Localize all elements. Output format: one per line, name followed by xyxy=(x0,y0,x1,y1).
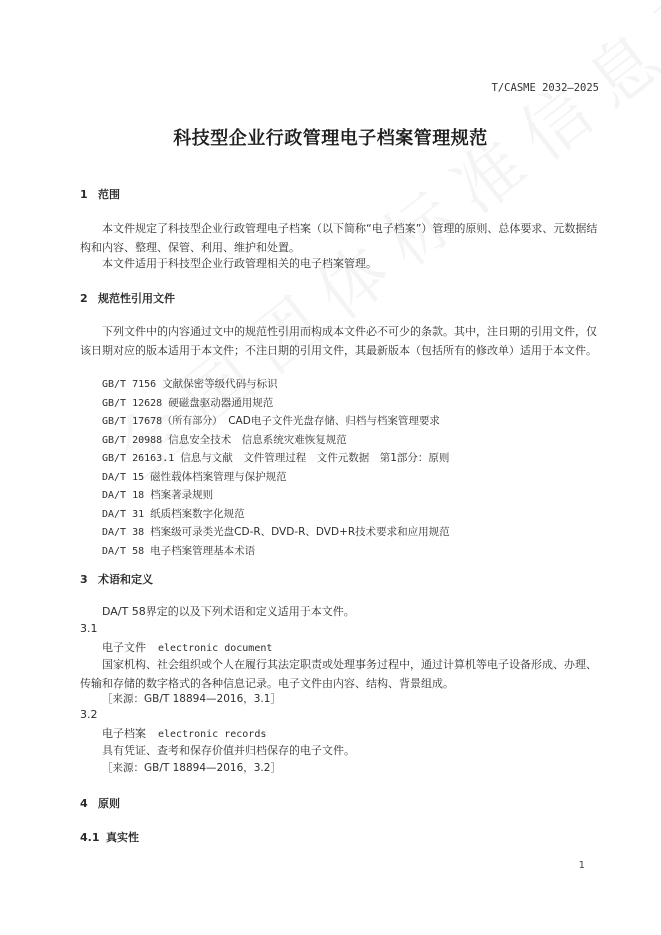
reference-list xyxy=(102,375,602,560)
reference-item xyxy=(102,468,602,487)
reference-item xyxy=(102,431,602,450)
reference-item xyxy=(102,449,602,468)
term-3-1-definition: 国家机构、社会组织或个人在履行其法定职责或处理事务过程中，通过计算机等电子设备形成、办理、传输和存储的数字格式的各种信息记录。电子文件由内容、结构、背景组成。 xyxy=(80,658,597,690)
section-number: 3 xyxy=(80,573,88,586)
reference-name: 磁性载体档案管理与保护规范 xyxy=(150,470,287,483)
reference-item xyxy=(102,523,602,542)
section-title: 规范性引用文件 xyxy=(98,292,175,305)
term-3-2-source: ［来源：GB/T 18894—2016，3.2］ xyxy=(102,762,281,774)
reference-item xyxy=(102,412,602,431)
term-en: electronic records xyxy=(158,729,267,740)
section-number: 2 xyxy=(80,292,88,305)
reference-code: DA/T 58 xyxy=(102,545,145,557)
scope-paragraph-1: 本文件规定了科技型企业行政管理电子档案（以下简称“电子档案”）管理的原则、总体要求、元数据结构和内容、整理、保管、利用、维护和处置。 xyxy=(80,222,598,254)
reference-name: 电子档案管理基本术语 xyxy=(150,544,256,557)
reference-code: DA/T 31 xyxy=(102,508,145,520)
term-3-1-number: 3.1 xyxy=(80,622,98,635)
reference-name: 纸质档案数字化规范 xyxy=(150,507,245,520)
reference-code: DA/T 18 xyxy=(102,490,145,501)
document-title: 科技型企业行政管理电子档案管理规范 xyxy=(173,128,488,149)
reference-item xyxy=(102,394,602,413)
reference-code: GB/T 20988 xyxy=(102,434,163,446)
reference-name: 信息与文献 文件管理过程 文件元数据 第1部分：原则 xyxy=(180,452,450,464)
reference-name: CAD电子文件光盘存储、归档与档案管理要求 xyxy=(228,415,440,427)
reference-name: 硬磁盘驱动器通用规范 xyxy=(168,396,274,409)
normative-references-paragraph: 下列文件中的内容通过文中的规范性引用而构成本文件必不可少的条款。其中，注日期的引用文件，仅该日期对应的版本适用于本文件；不注日期的引用文件，其最新版本（包括所有的修改单）适用于本文件。 xyxy=(80,325,597,357)
reference-code: GB/T 26163.1 xyxy=(102,453,175,464)
reference-name: 文献保密等级代码与标识 xyxy=(162,378,278,390)
section-number: 4.1 xyxy=(80,831,100,844)
reference-code: GB/T 7156 xyxy=(102,379,157,390)
standard-code: T/CASME 2032—2025 xyxy=(491,82,599,94)
reference-item xyxy=(102,542,602,561)
reference-item xyxy=(102,486,602,505)
reference-item xyxy=(102,505,602,524)
reference-code: GB/T 12628 xyxy=(102,397,163,409)
term-zh: 电子文件 xyxy=(102,641,146,654)
terms-intro-paragraph: DA/T 58界定的以及下列术语和定义适用于本文件。 xyxy=(102,605,355,618)
section-4-heading xyxy=(80,795,120,811)
section-1-heading xyxy=(80,186,120,202)
section-title: 范围 xyxy=(98,188,120,201)
reference-code: GB/T 17678（所有部分） xyxy=(102,416,223,427)
scope-paragraph-2: 本文件适用于科技型企业行政管理相关的电子档案管理。 xyxy=(102,257,377,270)
term-3-2-number: 3.2 xyxy=(80,708,98,721)
term-3-2-definition: 具有凭证、查考和保存价值并归档保存的电子文件。 xyxy=(102,744,355,757)
section-title: 原则 xyxy=(98,797,120,810)
reference-code: DA/T 15 xyxy=(102,471,145,483)
section-2-heading xyxy=(80,290,175,306)
section-title: 真实性 xyxy=(106,831,139,844)
reference-code: DA/T 38 xyxy=(102,527,145,538)
term-3-2-name xyxy=(102,725,266,741)
reference-name: 信息安全技术 信息系统灾难恢复规范 xyxy=(168,433,347,446)
page-number: 1 xyxy=(578,860,585,871)
section-number: 4 xyxy=(80,797,88,810)
term-3-1-source: ［来源：GB/T 18894—2016，3.1］ xyxy=(102,693,281,705)
reference-item xyxy=(102,375,602,394)
section-3-heading xyxy=(80,571,153,587)
section-title: 术语和定义 xyxy=(98,573,153,586)
term-en: electronic document xyxy=(158,643,273,654)
reference-name: 档案级可录类光盘CD-R、DVD-R、DVD+R技术要求和应用规范 xyxy=(150,526,450,538)
section-number: 1 xyxy=(80,188,88,201)
reference-name: 档案著录规则 xyxy=(150,489,214,501)
term-3-1-name xyxy=(102,639,272,655)
term-zh: 电子档案 xyxy=(102,727,146,740)
section-4-1-heading xyxy=(80,829,139,845)
